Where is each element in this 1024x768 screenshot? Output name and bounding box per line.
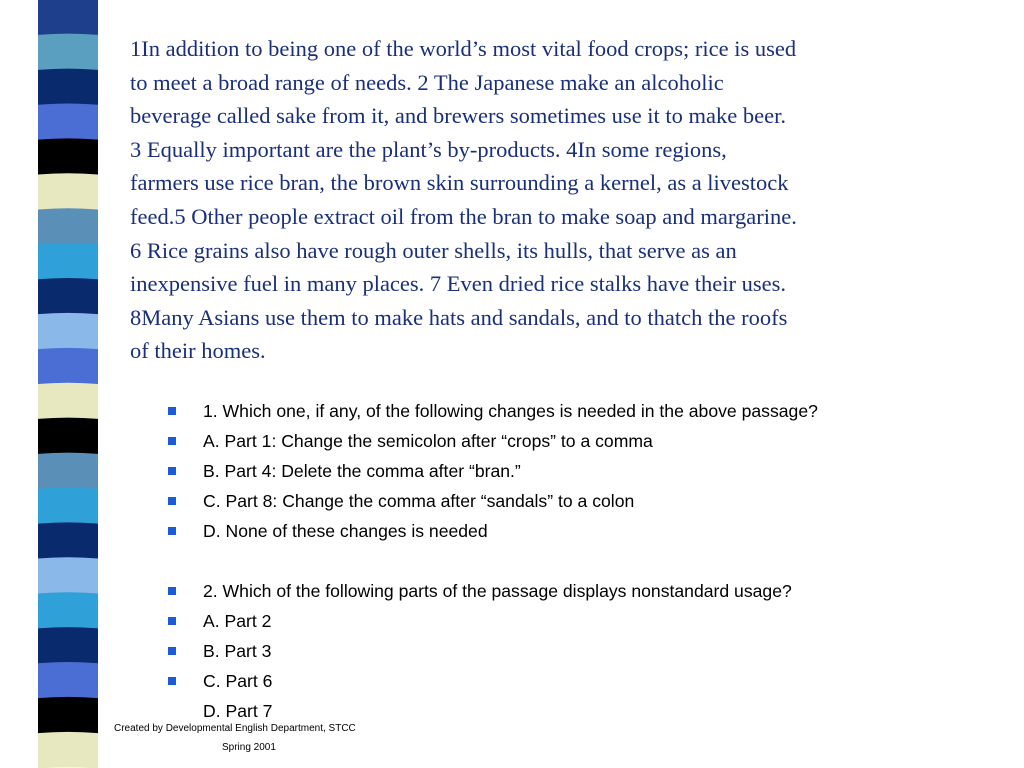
passage-line: 8Many Asians use them to make hats and sandals, and to thatch the roofs: [130, 304, 788, 330]
passage-line: 1In addition to being one of the world’s most vital food crops; rice is used: [130, 36, 797, 61]
option-text: B. Part 4: Delete the comma after “bran.”: [203, 461, 521, 481]
question-1-option-b: [167, 456, 1022, 486]
option-text: A. Part 1: Change the semicolon after “crops” to a comma: [203, 431, 653, 451]
footer-credit: Created by Developmental English Department, STCC: [114, 723, 356, 734]
square-bullet-icon: [168, 617, 176, 625]
option-text: C. Part 6: [203, 671, 273, 691]
passage-line: feed.5 Other people extract oil from the bran to make soap and margarine.: [130, 203, 797, 229]
question-text: 2. Which of the following parts of the passage displays nonstandard usage?: [203, 581, 792, 601]
question-2-prompt: [167, 576, 1022, 606]
stripe-segment: [38, 383, 98, 420]
question-list: [167, 396, 1022, 726]
stripe-segment: [38, 103, 98, 140]
option-text: A. Part 2: [203, 611, 272, 631]
stripe-segment: [38, 34, 98, 71]
square-bullet-icon: [168, 677, 176, 685]
passage-line: 3 Equally important are the plant’s by-products. 4In some regions,: [130, 136, 727, 162]
square-bullet-icon: [168, 527, 176, 535]
passage-line: farmers use rice bran, the brown skin surrounding a kernel, as a livestock: [130, 170, 789, 196]
spacer: [167, 546, 1022, 576]
stripe-segment: [38, 0, 98, 36]
stripe-segment: [38, 557, 98, 594]
square-bullet-icon: [168, 407, 176, 415]
passage-line: beverage called sake from it, and brewers sometimes use it to make beer.: [130, 103, 787, 129]
stripe-segment: [38, 69, 98, 106]
square-bullet-icon: [168, 467, 176, 475]
option-text: D. None of these changes is needed: [203, 521, 488, 541]
stripe-segment: [38, 453, 98, 490]
question-2-option-c: [167, 666, 1022, 696]
stripe-segment: [38, 313, 98, 350]
square-bullet-icon: [168, 587, 176, 595]
stripe-segment: [38, 208, 98, 245]
stripe-segment: [38, 418, 98, 455]
stripe-segment: [38, 662, 98, 699]
question-1-option-c: [167, 486, 1022, 516]
stripe-segment: [38, 732, 98, 768]
stripe-segment: [38, 278, 98, 315]
stripe-segment: [38, 627, 98, 664]
passage-line: 6 Rice grains also have rough outer shells, its hulls, that serve as an: [130, 237, 737, 263]
stripe-segment: [38, 243, 98, 280]
question-text: 1. Which one, if any, of the following changes is needed in the above passage?: [203, 401, 818, 421]
passage-line: to meet a broad range of needs. 2 The Japanese make an alcoholic: [130, 69, 724, 95]
question-1-option-a: [167, 426, 1022, 456]
option-text: B. Part 3: [203, 641, 272, 661]
question-1-option-d: [167, 516, 1022, 546]
passage-line: of their homes.: [130, 338, 266, 364]
question-2-option-b: [167, 636, 1022, 666]
square-bullet-icon: [168, 647, 176, 655]
stripe-segment: [38, 487, 98, 524]
square-bullet-icon: [168, 437, 176, 445]
question-2-option-a: [167, 606, 1022, 636]
stripe-segment: [38, 173, 98, 210]
stripe-segment: [38, 348, 98, 385]
question-1-prompt: [167, 396, 1022, 426]
option-text: C. Part 8: Change the comma after “sandals” to a colon: [203, 491, 635, 511]
reading-passage: [130, 32, 1000, 368]
stripe-segment: [38, 522, 98, 559]
square-bullet-icon: [168, 497, 176, 505]
footer-date: Spring 2001: [222, 742, 276, 753]
stripe-segment: [38, 592, 98, 629]
passage-line: inexpensive fuel in many places. 7 Even dried rice stalks have their uses.: [130, 271, 787, 297]
question-2-option-d: [167, 696, 1022, 726]
option-text: D. Part 7: [203, 701, 273, 721]
stripe-segment: [38, 138, 98, 175]
decorative-stripe-bar: [38, 0, 98, 768]
stripe-segment: [38, 697, 98, 734]
